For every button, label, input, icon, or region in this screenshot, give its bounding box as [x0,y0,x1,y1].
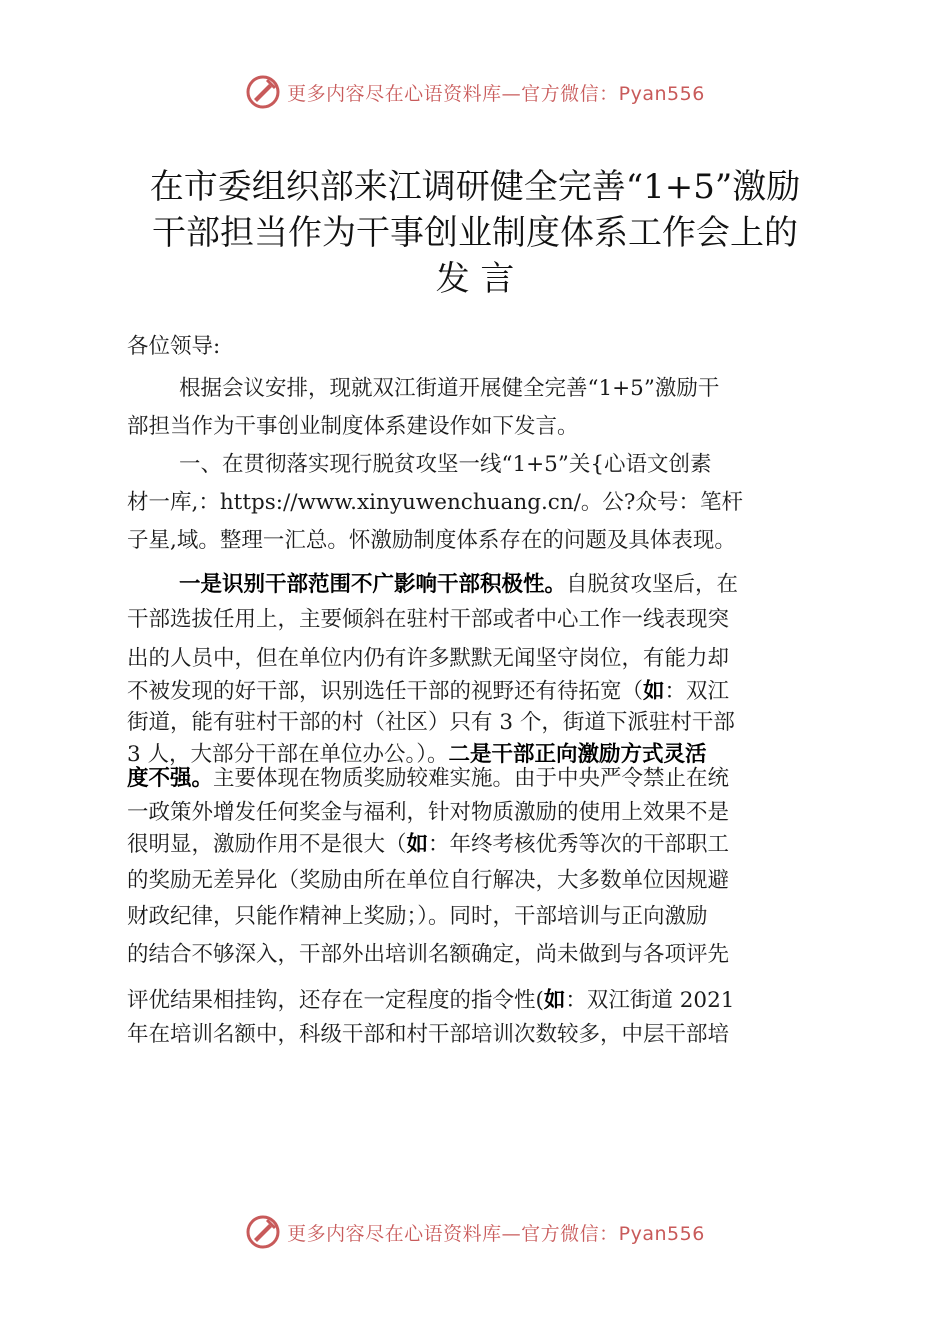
paragraph-line: 很明显，激励作用不是很大（如：年终考核优秀等次的干部职工 [127,832,730,857]
title-line: 发 言 [435,259,515,299]
title-line: 在市委组织部来江调研健全完善“1+5”激励 [149,167,801,207]
paragraph-line: 不被发现的好干部，识别选任干部的视野还有待拓宽（如：双江 [127,679,730,704]
paragraph-line: 的结合不够深入，干部外出培训名额确定，尚未做到与各项评先 [127,942,730,967]
brush-logo-icon [245,74,281,110]
page-title [90,164,860,302]
paragraph-line: 3 人，大部分干部在单位办公。）。二是干部正向激励方式灵活 [127,742,707,767]
paragraph-line: 出的人员中，但在单位内仍有许多默默无闻坚守岗位，有能力却 [127,646,730,671]
paragraph-line: 一、在贯彻落实现行脱贫攻坚一线“1+5”关{心语文创素 [179,452,712,477]
paragraph-line: 年在培训名额中，科级干部和村干部培训次数较多，中层干部培 [127,1022,730,1047]
paragraph-line: 的奖励无差异化（奖励由所在单位自行解决，大多数单位因规避 [127,868,730,893]
paragraph-line: 度不强。主要体现在物质奖励较难实施。由于中央严令禁止在统 [127,766,730,791]
brush-logo-icon [245,1214,281,1250]
header-banner [0,72,950,112]
bold-heading: 一是识别干部范围不广影响干部积极性。 [179,572,567,597]
paragraph-line: 一政策外增发任何奖金与福利，针对物质激励的使用上效果不是 [127,800,730,825]
paragraph-line: 材一库,：https://www.xinyuwenchuang.cn/。公?众号：笔杆 [127,490,743,515]
banner-text: 更多内容尽在心语资料库—官方微信：Pyan556 [287,1222,705,1245]
paragraph-line: 财政纪律，只能作精神上奖励；）。同时，干部培训与正向激励 [127,904,708,929]
salutation: 各位领导: [127,334,221,359]
banner-text: 更多内容尽在心语资料库—官方微信：Pyan556 [287,82,705,105]
paragraph-line: 部担当作为干事创业制度体系建设作如下发言。 [127,414,579,439]
paragraph-line: 子星,域。整理一汇总。怀激励制度体系存在的问题及具体表现。 [127,528,736,553]
title-line: 干部担当作为干事创业制度体系工作会上的 [152,213,798,253]
paragraph-line: 根据会议安排，现就双江街道开展健全完善“1+5”激励干 [179,376,720,401]
paragraph-line: 干部选拔任用上，主要倾斜在驻村干部或者中心工作一线表现突 [127,607,730,632]
footer-banner [0,1212,950,1252]
bold-heading: 二是干部正向激励方式灵活 [448,742,707,767]
paragraph-line: 评优结果相挂钩，还存在一定程度的指令性(如：双江街道 2021 [127,988,735,1013]
paragraph-line: 一是识别干部范围不广影响干部积极性。自脱贫攻坚后，在 [179,572,739,597]
paragraph-line: 街道，能有驻村干部的村（社区）只有 3 个，街道下派驻村干部 [127,710,735,735]
